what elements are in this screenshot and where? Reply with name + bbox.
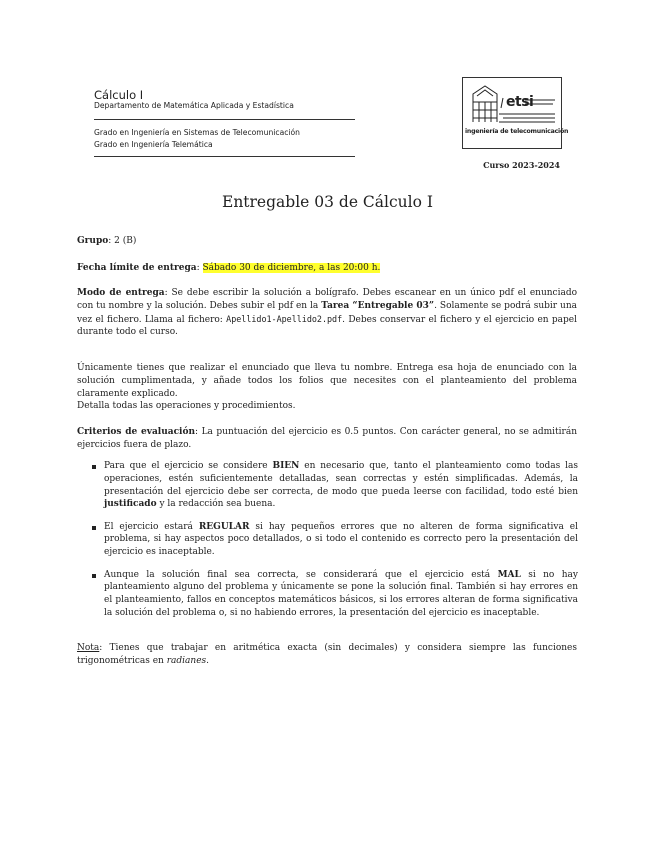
item-text: si hay pequeños errores que no alteren de forma significativa el problema, si hay aspectos poco detallados, o si todo el contenido es correcto pero la presentación del ejercicio es inaceptable. [104, 521, 578, 558]
logo-name: etsi [506, 94, 534, 110]
deadline-sep: : [196, 263, 203, 273]
list-item [92, 460, 578, 511]
note-italic: radianes [166, 655, 207, 666]
logo-tagline: ingeniería de telecomunicación [465, 128, 569, 135]
department-name: Departamento de Matemática Aplicada y Estadística [94, 101, 294, 110]
note-text: : Tienes que trabajar en aritmética exacta (sin decimales) y considera siempre las funciones trigonométricas en [77, 643, 577, 666]
deadline-label: Fecha límite de entrega [77, 263, 197, 273]
item-text: Para que el ejercicio se considere [104, 461, 273, 471]
header-rule-top [94, 119, 355, 120]
bullet-icon [92, 574, 96, 578]
note-label: Nota [77, 643, 100, 653]
page-title: Entregable 03 de Cálculo I [222, 193, 433, 211]
instructions-line-1: Únicamente tienes que realizar el enunciado que lleva tu nombre. Entrega esa hoja de enunciado con la solución cumplimentada, y añade todos los folios que necesites con el planteamiento del problema claramente explicado. [77, 363, 577, 399]
criteria-list [92, 460, 578, 629]
item-bold: MAL [497, 569, 521, 580]
delivery-text-2: . Solamente se podrá subir una vez el fichero. Llama al fichero: [77, 300, 577, 325]
delivery-paragraph [77, 287, 577, 339]
bullet-icon [92, 526, 96, 530]
delivery-label: Modo de entrega [77, 288, 165, 298]
academic-year: Curso 2023-2024 [483, 160, 560, 170]
course-name: Cálculo I [94, 88, 144, 102]
school-logo [462, 77, 569, 149]
criteria-label: Criterios de evaluación [77, 427, 196, 437]
instructions-paragraph [77, 362, 577, 413]
delivery-task: Tarea “Entregable 03” [321, 300, 435, 311]
delivery-text-1: : Se debe escribir la solución a bolígrafo. Debes escanear en un único pdf el enunciado con tu nombre y la solución. Debes subir el pdf en la [77, 288, 577, 311]
delivery-text-3: . Debes conservar el fichero y el ejercicio en papel durante todo el curso. [77, 314, 577, 338]
criteria-text: : La puntuación del ejercicio es 0.5 puntos. Con carácter general, no se admitirán ejercicios fuera de plazo. [77, 427, 577, 450]
item-text: Aunque la solución final sea correcta, se considerará que el ejercicio está [104, 569, 498, 580]
item-text: y la redacción sea buena. [156, 499, 276, 510]
item-bold: REGULAR [198, 521, 250, 532]
degree-1: Grado en Ingeniería en Sistemas de Telecomunicación [94, 128, 300, 137]
degree-2: Grado en Ingeniería Telemática [94, 140, 213, 149]
item-text: si no hay planteamiento alguno del problema y únicamente se pone la solución final. También si hay errores en el planteamiento, fallos en conceptos matemáticos básicos, si los errores alteran de forma significativa la solución del problema o, si no habiendo errores, la presentación del ejercicio es inaceptable. [104, 569, 578, 618]
item-text: en necesario que, tanto el planteamiento como todas las operaciones, estén suficientemente detalladas, sean correctas y estén simplificadas. Además, la presentación del ejercicio debe ser correcta, de modo que pueda leerse con facilidad, todo esté bien [104, 461, 578, 497]
note-paragraph [77, 642, 577, 668]
deadline-line [77, 262, 577, 275]
list-item [92, 521, 578, 559]
item-bold: BIEN [272, 461, 300, 471]
header-rule-bottom [94, 156, 355, 157]
bullet-icon [92, 465, 96, 469]
group-label: Grupo [77, 236, 109, 246]
instructions-line-2: Detalla todas las operaciones y procedimientos. [77, 401, 296, 412]
delivery-filename: Apellido1-Apellido2.pdf [226, 313, 343, 324]
deadline-value: Sábado 30 de diciembre, a las 20:00 h. [202, 263, 381, 273]
note-end: . [206, 655, 210, 666]
group-line [77, 235, 577, 248]
group-value: : 2 (B) [108, 236, 137, 246]
item-bold: justificado [104, 499, 157, 510]
logo-building-icon [463, 78, 561, 148]
criteria-paragraph [77, 426, 577, 452]
item-text: El ejercicio estará [104, 521, 199, 532]
list-item [92, 569, 578, 620]
